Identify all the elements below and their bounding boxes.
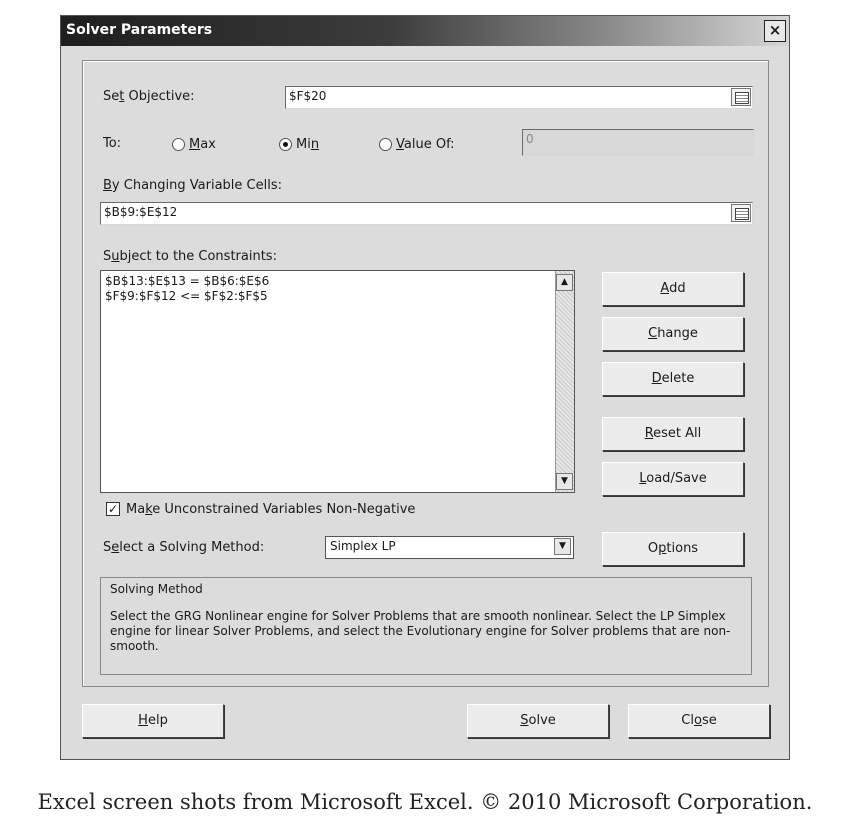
constraint-item[interactable]: $B$13:$E$13 = $B$6:$E$6 [105,274,270,288]
scroll-up-icon[interactable]: ▲ [556,274,573,291]
max-radio[interactable] [172,138,185,151]
min-label: Min [296,137,320,152]
constraints-scrollbar[interactable] [555,271,574,492]
help-button[interactable]: Help [82,704,224,738]
nonneg-label: Make Unconstrained Variables Non-Negative [126,502,416,517]
close-icon[interactable]: × [764,20,786,42]
method-select[interactable]: Simplex LP [325,536,574,559]
change-button[interactable]: Change [602,317,744,351]
value-of-input[interactable]: 0 [522,129,754,156]
method-label: Select a Solving Method: [103,540,265,555]
min-radio[interactable] [279,138,292,151]
objective-label: Set Objective: [103,89,195,104]
options-button[interactable]: Options [602,532,744,566]
constraint-item[interactable]: $F$9:$F$12 <= $F$2:$F$5 [105,289,268,303]
changing-cells-refedit-icon[interactable] [731,204,751,222]
solving-method-text: Select the GRG Nonlinear engine for Solver Problems that are smooth nonlinear. Select the LP Simplex engine for linear Solver Problems, and select the Evolutionary engine for Solver problems that are non-smooth. [110,609,731,653]
dialog-title: Solver Parameters [66,22,213,38]
add-button[interactable]: Add [602,272,744,306]
chevron-down-icon[interactable]: ▼ [554,538,571,555]
constraints-label: Subject to the Constraints: [103,249,277,264]
scroll-down-icon[interactable]: ▼ [556,473,573,490]
constraints-list[interactable] [100,270,575,493]
objective-input[interactable]: $F$20 [285,86,753,109]
max-label: Max [189,137,216,152]
solve-button[interactable]: Solve [467,704,609,738]
close-button[interactable]: Close [628,704,770,738]
solving-method-title: Solving Method [110,582,203,596]
value-of-label: Value Of: [396,137,455,152]
value-of-radio[interactable] [379,138,392,151]
changing-cells-label: By Changing Variable Cells: [103,178,282,193]
reset-all-button[interactable]: Reset All [602,417,744,451]
to-label: To: [103,136,122,151]
changing-cells-input[interactable]: $B$9:$E$12 [100,202,753,225]
objective-refedit-icon[interactable] [731,88,751,106]
copyright-caption: Excel screen shots from Microsoft Excel. © 2010 Microsoft Corporation. [37,790,813,814]
load-save-button[interactable]: Load/Save [602,462,744,496]
nonneg-checkbox[interactable]: ✓ [107,502,119,516]
delete-button[interactable]: Delete [602,362,744,396]
